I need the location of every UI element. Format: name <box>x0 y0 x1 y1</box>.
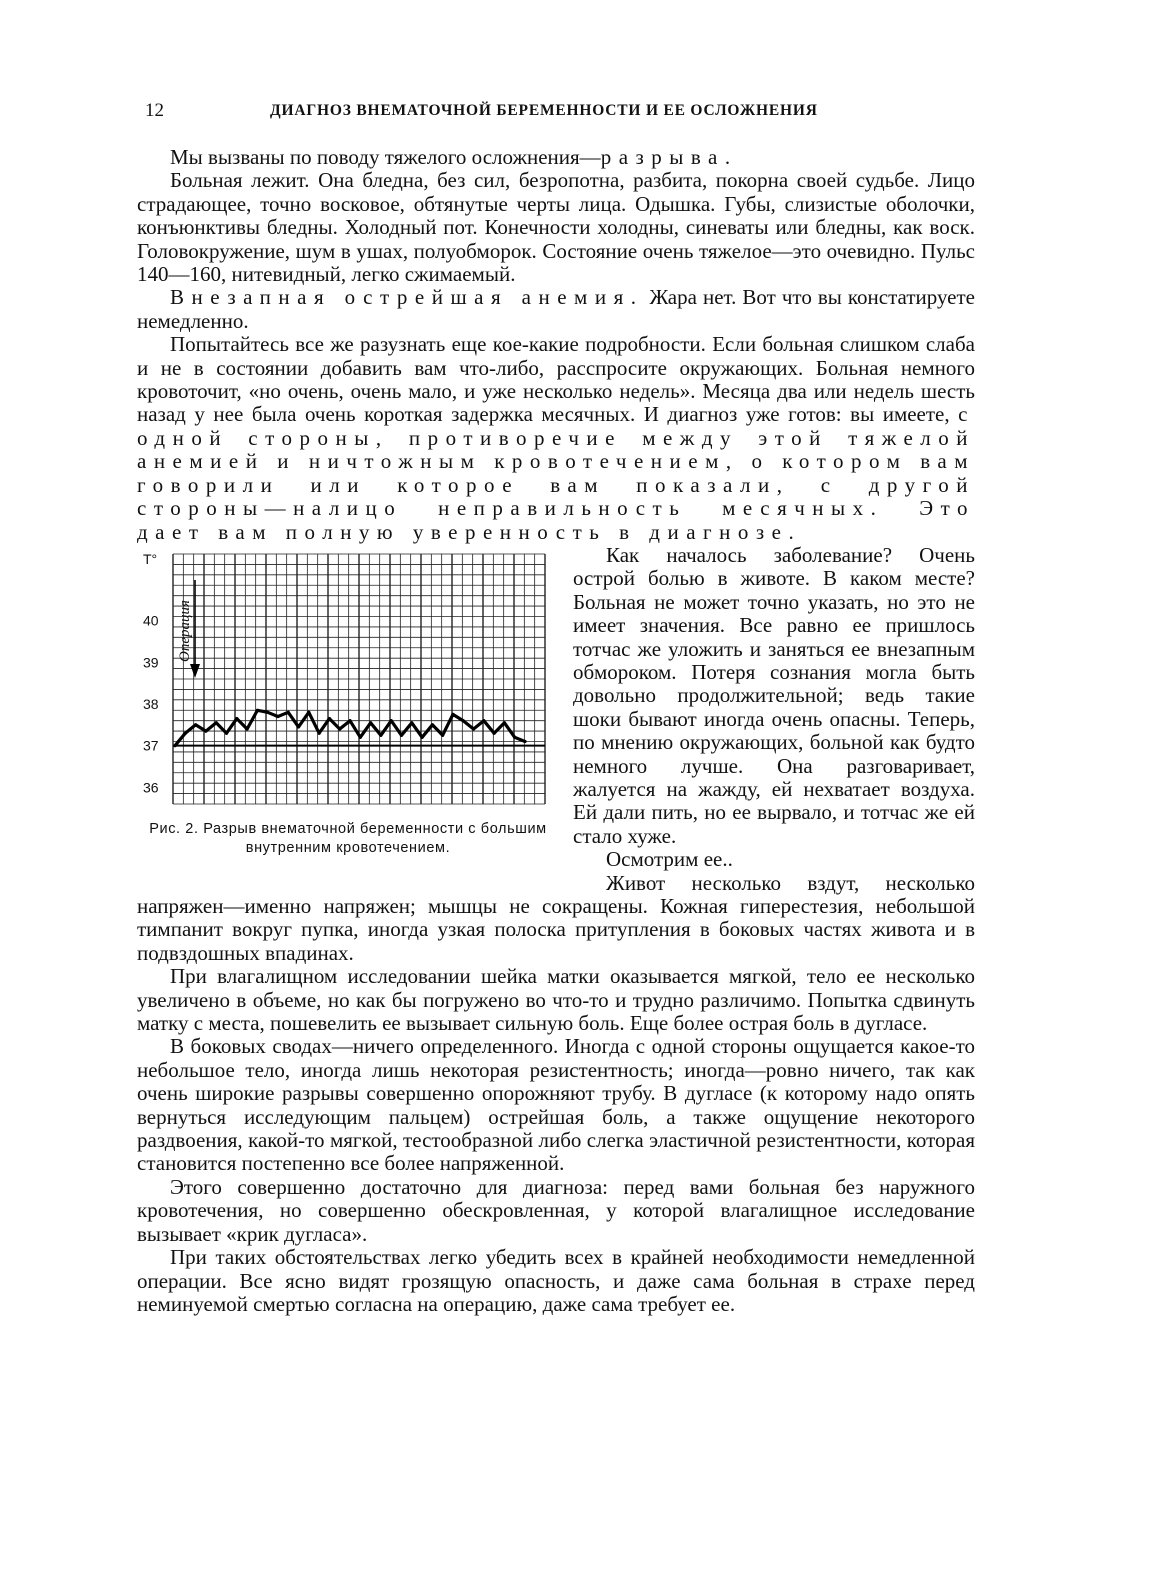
temperature-point <box>246 727 249 730</box>
temperature-point <box>215 721 218 724</box>
figure-caption: Рис. 2. Разрыв внематочной беременности с большим внутренним кровотечением. <box>149 820 547 856</box>
paragraph: Осмотрим ее.. <box>606 847 733 872</box>
operation-annotation: Операция <box>177 599 193 662</box>
temperature-point <box>390 719 393 722</box>
paragraph: При таких обстоятельствах легко убедить всех в крайней необходимости немедленной операции. Все ясно видят грозящую опасность, и даже сама больная в страхе перед неминуемой смертью согласна на операцию, даже сама требует ее. <box>137 1245 975 1316</box>
operation-arrow-head <box>190 664 200 678</box>
y-tick-label: 39 <box>143 654 159 671</box>
temperature-point <box>523 740 526 743</box>
temperature-point <box>400 734 403 737</box>
paragraph <box>137 286 975 333</box>
spaced-emphasis: Внезапная острейшая анемия. <box>170 285 644 310</box>
temperature-point <box>338 727 341 730</box>
temperature-point <box>462 719 465 722</box>
temperature-point <box>173 744 176 747</box>
temperature-point <box>472 727 475 730</box>
figure <box>133 546 573 886</box>
temperature-point <box>235 717 238 720</box>
temperature-chart <box>133 546 573 816</box>
temperature-point <box>359 736 362 739</box>
paragraph <box>137 333 975 544</box>
temperature-point <box>441 734 444 737</box>
temperature-point <box>431 723 434 726</box>
temperature-point <box>513 736 516 739</box>
temperature-point <box>482 719 485 722</box>
temperature-point <box>276 715 279 718</box>
page-number: 12 <box>145 100 164 121</box>
paragraph-text: Мы вызваны по поводу тяжелого осложнения— <box>170 145 601 169</box>
temperature-point <box>348 719 351 722</box>
temperature-point <box>287 711 290 714</box>
running-title: ДИАГНОЗ ВНЕМАТОЧНОЙ БЕРЕМЕННОСТИ И ЕЕ ОСЛОЖНЕНИЯ <box>270 102 818 119</box>
paragraph: Живот несколько вздут, несколько напряжен—именно напряжен; мышцы не сокращены. Кожная гиперестезия, небольшой тимпанит вокруг пупка, иногда узкая полоска притупления в боковых частях живота и в подвздошных впадинах. <box>137 870 975 965</box>
temperature-point <box>318 732 321 735</box>
spaced-emphasis: с одной стороны, противоречие между этой тяжелой анемией и ничтожным кровотечением, о котором вам говорили или которое вам показали, с другой стороны—налицо неправильность месячных. Это дает вам полную уверенность в диагнозе. <box>137 402 975 544</box>
temperature-point <box>410 721 413 724</box>
paragraph-text: Жара нет. Вот что вы констатируете немедленно. <box>137 285 975 333</box>
page-header <box>0 100 1163 130</box>
temperature-point <box>225 732 228 735</box>
temperature-point <box>204 729 207 732</box>
temperature-point <box>194 723 197 726</box>
paragraph: Этого совершенно достаточно для диагноза: перед вами больная без наружного кровотечения, но совершенно обескровленная, у которой влагалищное исследование вызывает «крик дугласа». <box>137 1174 975 1246</box>
paragraph <box>137 146 975 169</box>
temperature-point <box>184 732 187 735</box>
paragraph-text: Попытайтесь все же разузнать еще кое-какие подробности. Если больная слишком слаба и не в состоянии добавить вам что-либо, расспросите окружающих. Больная немного кровоточит, «но очень, очень мало, и уже несколько недель». Месяца два или недель шесть назад у нее была очень короткая задержка месячных. И диагноз уже готов: вы имеете, <box>137 332 975 427</box>
temperature-point <box>256 709 259 712</box>
temperature-point <box>379 734 382 737</box>
paragraph: В боковых сводах—ничего определенного. Иногда с одной стороны ощущается какое-то небольшое тело, иногда лишь некоторая резистентность; иногда—ровно ничего, так как очень широкие разрывы совершенно опорожняют трубу. В дугласе (к которому надо опять вернуться исследующим пальцем) острейшая боль, а также ощущение некоторого раздвоения, какой-то мягкой, тестообразной либо слегка эластичной резистентности, которая становится постепенно все более напряженной. <box>137 1034 975 1176</box>
y-tick-label: 36 <box>143 779 159 796</box>
body-text <box>137 146 975 1316</box>
temperature-point <box>328 717 331 720</box>
paragraph: Больная лежит. Она бледна, без сил, безропотна, разбита, покорна своей судьбе. Лицо страдающее, точно восковое, обтянутые черты лица. Одышка. Губы, слизистые оболочки, конъюнктивы бледны. Холодный пот. Конечности холодны, синеваты или бледны, как воск. Головокружение, шум в ушах, полуобморок. Состояние очень тяжелое—это очевидно. Пульс 140—160, нитевидный, легко сжимаемый. <box>137 168 975 287</box>
paragraph: При влагалищном исследовании шейка матки оказывается мягкой, тело ее несколько увеличено в объеме, но как бы погружено во что-то и трудно различимо. Попытка сдвинуть матку с места, пошевелить ее вызывает сильную боль. Еще более острая боль в дугласе. <box>137 964 975 1036</box>
spaced-emphasis: разрыва. <box>600 145 738 169</box>
temperature-point <box>266 711 269 714</box>
temperature-point <box>297 725 300 728</box>
y-tick-label: 37 <box>143 737 159 754</box>
paragraph: Как началось заболевание? Очень острой болью в животе. В каком месте? Больная не может точно указать, но это не имеет значения. Все равно ее пришлось тотчас же уложить и заняться ее внезапным обмороком. Потеря сознания могла быть довольно продолжительной; ведь такие шоки бывают иногда очень опасны. Теперь, по мнению окружающих, больной как будто немного лучше. Она разговаривает, жалуется на жажду, ей нехватает воздуха. Ей дали пить, но ее вырвало, и тотчас же ей стало хуже. <box>573 542 975 848</box>
y-tick-label: 38 <box>143 695 159 712</box>
temperature-point <box>307 711 310 714</box>
temperature-point <box>451 713 454 716</box>
temperature-point <box>421 736 424 739</box>
y-tick-label: T° <box>143 550 158 567</box>
y-tick-label: 40 <box>143 612 159 629</box>
temperature-point <box>493 732 496 735</box>
temperature-point <box>503 721 506 724</box>
temperature-point <box>369 721 372 724</box>
